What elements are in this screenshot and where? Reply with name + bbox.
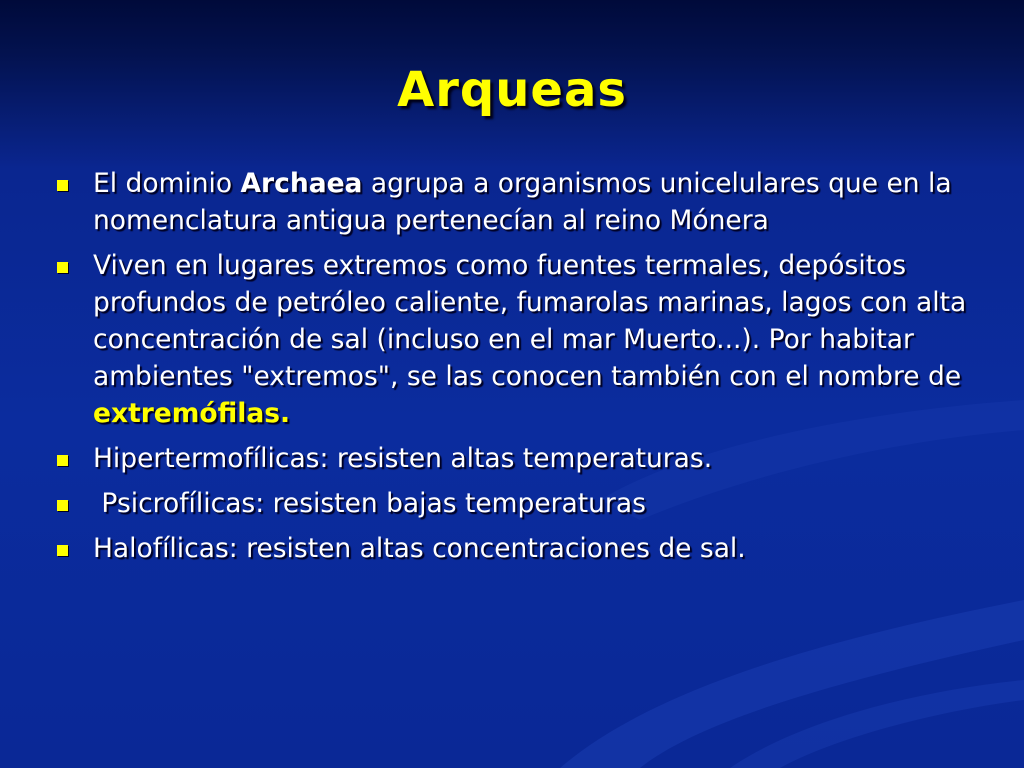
square-bullet-icon [57, 545, 68, 556]
bullet-text-psychrophiles: Psicrofílicas: resisten bajas temperaturas [93, 488, 646, 519]
bullet-item-psychrophiles [53, 485, 973, 522]
bullet-text-intro: El dominio [93, 168, 241, 199]
bullet-text-rest: agrupa a organismos unicelulares que en la nomenclatura antigua pertenecían al reino Mónera [93, 168, 952, 236]
bullet-text-hyperthermophiles: Hipertermofílicas: resisten altas temperaturas. [93, 443, 713, 474]
square-bullet-icon [57, 262, 68, 273]
bullet-item-hyperthermophiles [53, 440, 973, 477]
bullet-list [53, 165, 973, 575]
square-bullet-icon [57, 455, 68, 466]
square-bullet-icon [57, 500, 68, 511]
bullet-text-halophiles: Halofílicas: resisten altas concentraciones de sal. [93, 533, 746, 564]
bullet-item-archaea-domain [53, 165, 973, 239]
archaea-term: Archaea [240, 168, 363, 199]
bullet-item-extreme-habitats [53, 247, 973, 432]
slide-title: Arqueas [397, 62, 627, 118]
bullet-item-halophiles [53, 530, 973, 567]
extremophiles-term: extremófilas. [93, 398, 291, 429]
bullet-text-habitats: Viven en lugares extremos como fuentes termales, depósitos profundos de petróleo caliente, fumarolas marinas, lagos con alta concentración de sal (incluso en el mar Muerto...). Por habitar ambientes "extremos", se las conocen también con el nombre de [93, 250, 967, 392]
square-bullet-icon [57, 180, 68, 191]
